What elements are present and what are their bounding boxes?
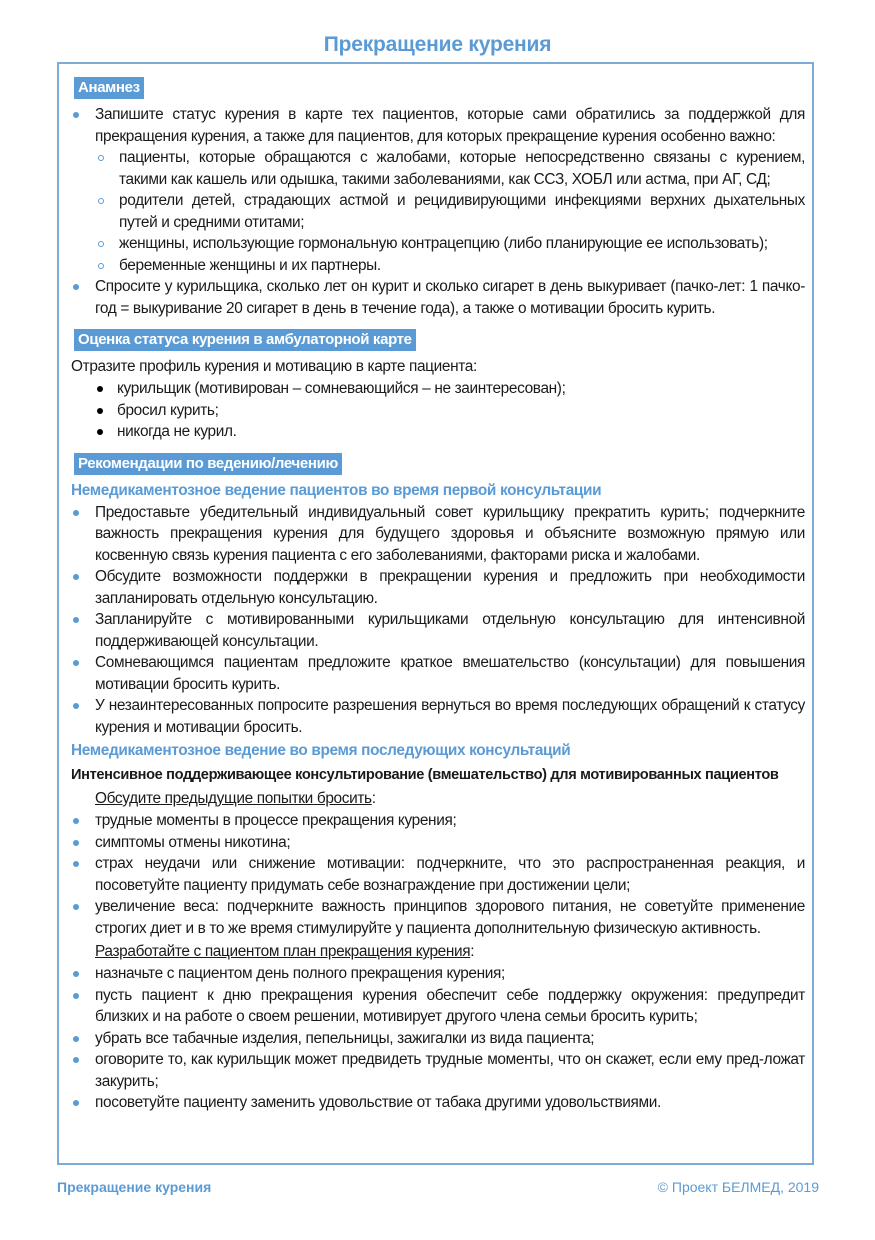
document-body: [71, 77, 805, 1114]
plan-list: [71, 963, 805, 1114]
footer-title: Прекращение курения: [57, 1179, 212, 1195]
intensive-counseling-heading: Интенсивное поддерживающее консультирование (вмешательство) для мотивированных пациентов: [71, 767, 779, 783]
list-item: беременные женщины и их партнеры.: [95, 255, 805, 277]
discuss-lead: Обсудите предыдущие попытки бросить:: [95, 790, 376, 807]
footer-copyright: © Проект БЕЛМЕД, 2019: [657, 1179, 819, 1195]
list-item: У незаинтересованных попросите разрешения вернуться во время последующих обращений к статусу курения и мотивации бросить.: [71, 695, 805, 738]
subheading-follow-up: Немедикаментозное ведение во время последующих консультаций: [71, 742, 571, 759]
page-title: Прекращение курения: [323, 33, 552, 56]
list-item: трудные моменты в процессе прекращения курения;: [71, 810, 805, 832]
list-item: пусть пациент к дню прекращения курения обеспечит себе поддержку окружения: предупредит близких и на работе о своем решении, мотивирует другого члена семьи бросить курить;: [71, 985, 805, 1028]
list-item: Запланируйте с мотивированными курильщиками отдельную консультацию для интенсивной поддерживающей консультации.: [71, 609, 805, 652]
list-item: увеличение веса: подчеркните важность принципов здорового питания, не советуйте применение строгих диет и в то же время стимулируйте у пациента дополнительную физическую активность.: [71, 896, 805, 939]
list-item: посоветуйте пациенту заменить удовольствие от табака другими удовольствиями.: [71, 1092, 805, 1114]
section-heading-anamnesis: Анамнез: [74, 77, 144, 99]
list-item: курильщик (мотивирован – сомневающийся – не заинтересован);: [71, 378, 805, 400]
list-item: страх неудачи или снижение мотивации: подчеркните, что это распространенная реакция, и посоветуйте пациенту придумать себе вознаграждение при достижении цели;: [71, 853, 805, 896]
list-item: убрать все табачные изделия, пепельницы, зажигалки из вида пациента;: [71, 1028, 805, 1050]
list-item: Предоставьте убедительный индивидуальный совет курильщику прекратить курить; подчеркните важность прекращения курения для будущего здоровья и объясните возможную прямую или косвенную связь курения пациента с его заболеваниями, факторами риска и жалобами.: [71, 502, 805, 567]
list-item: Запишите статус курения в карте тех пациентов, которые сами обратились за поддержкой для прекращения курения, а также для пациентов, для которых прекращение курения особенно важно: пациенты, которые обращаются с жалобами, которые непосредственно связаны с курением, такими как кашель или одышка, такими заболеваниями, как ССЗ, ХОБЛ или астма, при АГ, СД; родители детей, страдающих астмой и рецидивирующими инфекциями верхних дыхательных путей и средними отитами; женщины, использующие гормональную контрацепцию (либо планирующие ее использовать); беременные женщины и их партнеры.: [71, 104, 805, 276]
list-item: симптомы отмены никотина;: [71, 832, 805, 854]
discuss-list: [71, 810, 805, 939]
list-item: никогда не курил.: [71, 421, 805, 443]
subheading-first-consultation: Немедикаментозное ведение пациентов во время первой консультации: [71, 481, 602, 499]
plan-lead: Разработайте с пациентом план прекращения курения:: [95, 943, 475, 960]
list-item: бросил курить;: [71, 400, 805, 422]
assessment-list: [71, 378, 805, 443]
list-item: Сомневающимся пациентам предложите краткое вмешательство (консультации) для повышения мотивации бросить курить.: [71, 652, 805, 695]
anamnesis-list: [71, 104, 805, 319]
list-item: назначьте с пациентом день полного прекращения курения;: [71, 963, 805, 985]
list-item: женщины, использующие гормональную контрацепцию (либо планирующие ее использовать);: [95, 233, 805, 255]
list-item: Спросите у курильщика, сколько лет он курит и сколько сигарет в день выкуривает (пачко-лет: 1 пачко-год = выкуривание 20 сигарет в день в течение года), а также о мотивации бросить курить.: [71, 276, 805, 319]
list-item: пациенты, которые обращаются с жалобами, которые непосредственно связаны с курением, такими как кашель или одышка, такими заболеваниями, как ССЗ, ХОБЛ или астма, при АГ, СД;: [95, 147, 805, 190]
first-consultation-list: [71, 502, 805, 739]
list-item: оговорите то, как курильщик может предвидеть трудные моменты, что он скажет, если ему пред-ложат закурить;: [71, 1049, 805, 1092]
assessment-intro: Отразите профиль курения и мотивацию в карте пациента:: [71, 358, 477, 375]
section-heading-recommendations: Рекомендации по ведению/лечению: [74, 453, 342, 475]
list-item: родители детей, страдающих астмой и рецидивирующими инфекциями верхних дыхательных путей и средними отитами;: [95, 190, 805, 233]
anamnesis-sublist: [71, 147, 805, 276]
list-item: Обсудите возможности поддержки в прекращении курения и предложить при необходимости запланировать отдельную консультацию.: [71, 566, 805, 609]
section-heading-assessment: Оценка статуса курения в амбулаторной карте: [74, 329, 416, 351]
